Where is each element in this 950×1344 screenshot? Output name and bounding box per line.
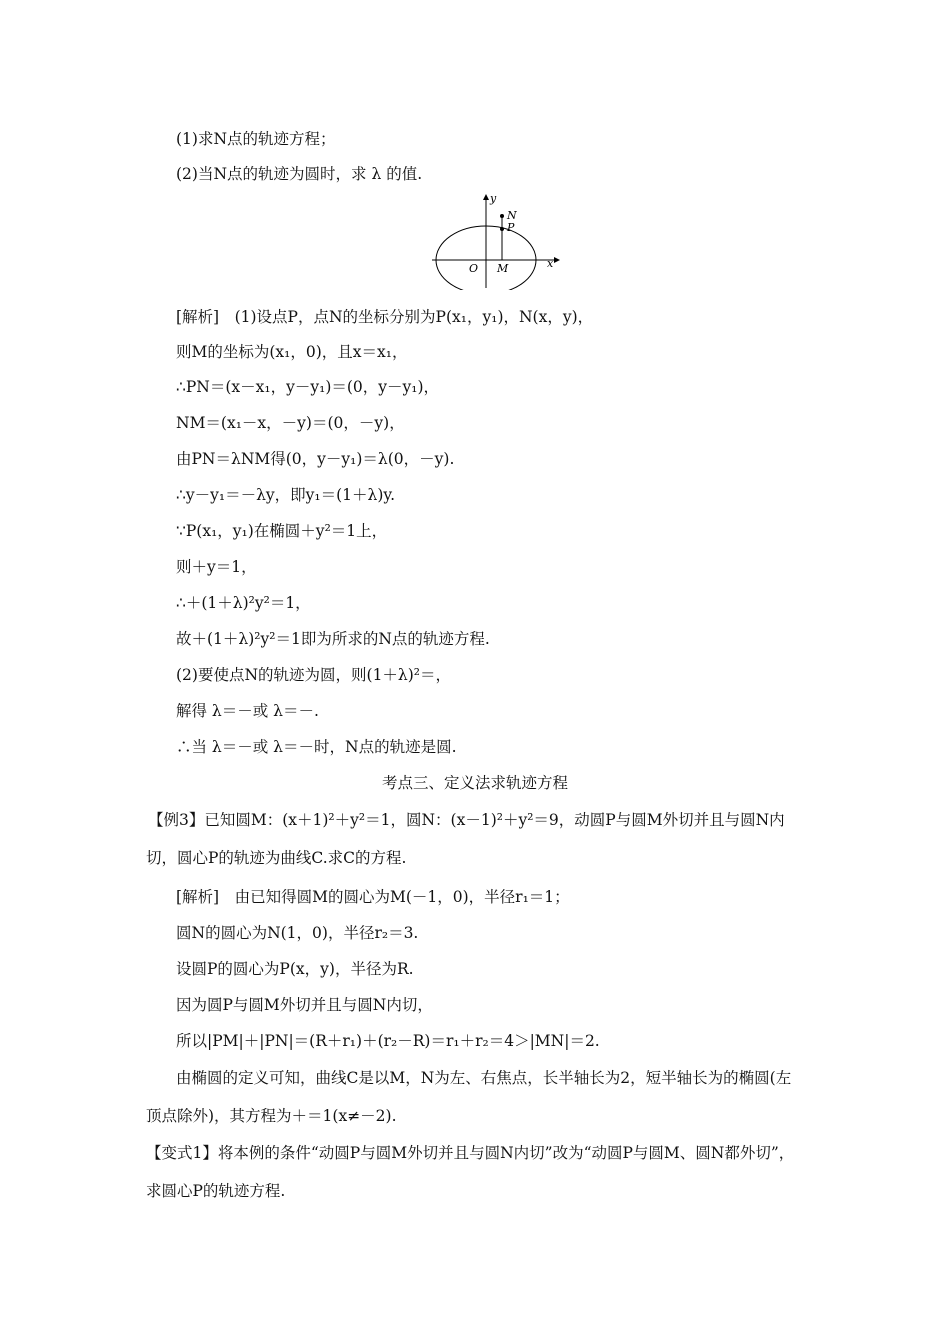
solution-line-5: 由PN＝λNM得(0，y－y₁)＝λ(0，－y).: [176, 450, 455, 468]
label-m: M: [497, 262, 509, 275]
x-axis-arrow: [554, 257, 560, 263]
solution-line-3: ∴PN＝(x－x₁，y－y₁)＝(0，y－y₁)，: [176, 378, 440, 396]
solution-line-8: 则＋y＝1，: [176, 558, 257, 576]
example-3-conclusion: 由椭圆的定义可知，曲线C是以M，N为左、右焦点，长半轴长为2，短半轴长为的椭圆(左顶点除外)，其方程为＋＝1(x≠－2).: [146, 1069, 792, 1125]
label-n: N: [507, 209, 517, 222]
example-3-solution-3: 设圆P的圆心为P(x，y)，半径为R.: [176, 960, 414, 978]
point-n: [500, 214, 504, 218]
example-3-solution-4: 因为圆P与圆M外切并且与圆N内切，: [176, 996, 433, 1014]
solution-line-13: ∴当 λ＝－或 λ＝－时，N点的轨迹是圆.: [176, 738, 457, 756]
example-3: 【例3】已知圆M：(x＋1)²＋y²＝1，圆N：(x－1)²＋y²＝9，动圆P与圆M外切并且与圆N内切，圆心P的轨迹为曲线C.求C的方程.: [146, 811, 785, 867]
example-3-solution-5: 所以|PM|＋|PN|＝(R＋r₁)＋(r₂－R)＝r₁＋r₂＝4＞|MN|＝2.: [176, 1032, 600, 1050]
solution-line-11: (2)要使点N的轨迹为圆，则(1＋λ)²＝，: [176, 666, 452, 684]
solution-line-7: ∵P(x₁，y₁)在椭圆＋y²＝1上，: [176, 522, 388, 540]
question-1: (1)求N点的轨迹方程；: [176, 130, 336, 148]
solution-line-6: ∴y－y₁＝－λy，即y₁＝(1＋λ)y.: [176, 486, 396, 504]
ellipse-diagram: [426, 190, 566, 290]
example-3-solution-1: [解析] 由已知得圆M的圆心为M(－1，0)，半径r₁＝1；: [176, 888, 570, 906]
example-3-solution-2: 圆N的圆心为N(1，0)，半径r₂＝3.: [176, 924, 419, 942]
point-p: [500, 227, 504, 231]
solution-line-4: NM＝(x₁－x，－y)＝(0，－y)，: [176, 414, 405, 432]
solution-line-2: 则M的坐标为(x₁，0)，且x＝x₁，: [176, 343, 408, 361]
solution-line-10: 故＋(1＋λ)²y²＝1即为所求的N点的轨迹方程.: [176, 630, 490, 648]
solution-line-12: 解得 λ＝－或 λ＝－.: [176, 702, 319, 720]
label-p: P: [507, 221, 515, 234]
label-o: O: [469, 262, 479, 275]
y-axis-arrow: [483, 194, 489, 200]
question-2: (2)当N点的轨迹为圆时，求 λ 的值.: [176, 165, 423, 183]
solution-line-1: [解析] (1)设点P，点N的坐标分别为P(x₁，y₁)，N(x，y)，: [176, 308, 594, 326]
variant-1: 【变式1】将本例的条件“动圆P与圆M外切并且与圆N内切”改为“动圆P与圆M、圆N都外切”，求圆心P的轨迹方程.: [146, 1144, 795, 1200]
section-title: 考点三、定义法求轨迹方程: [381, 774, 568, 792]
label-x: x: [547, 257, 554, 270]
solution-line-9: ∴＋(1＋λ)²y²＝1，: [176, 594, 311, 612]
label-y: y: [490, 192, 497, 205]
